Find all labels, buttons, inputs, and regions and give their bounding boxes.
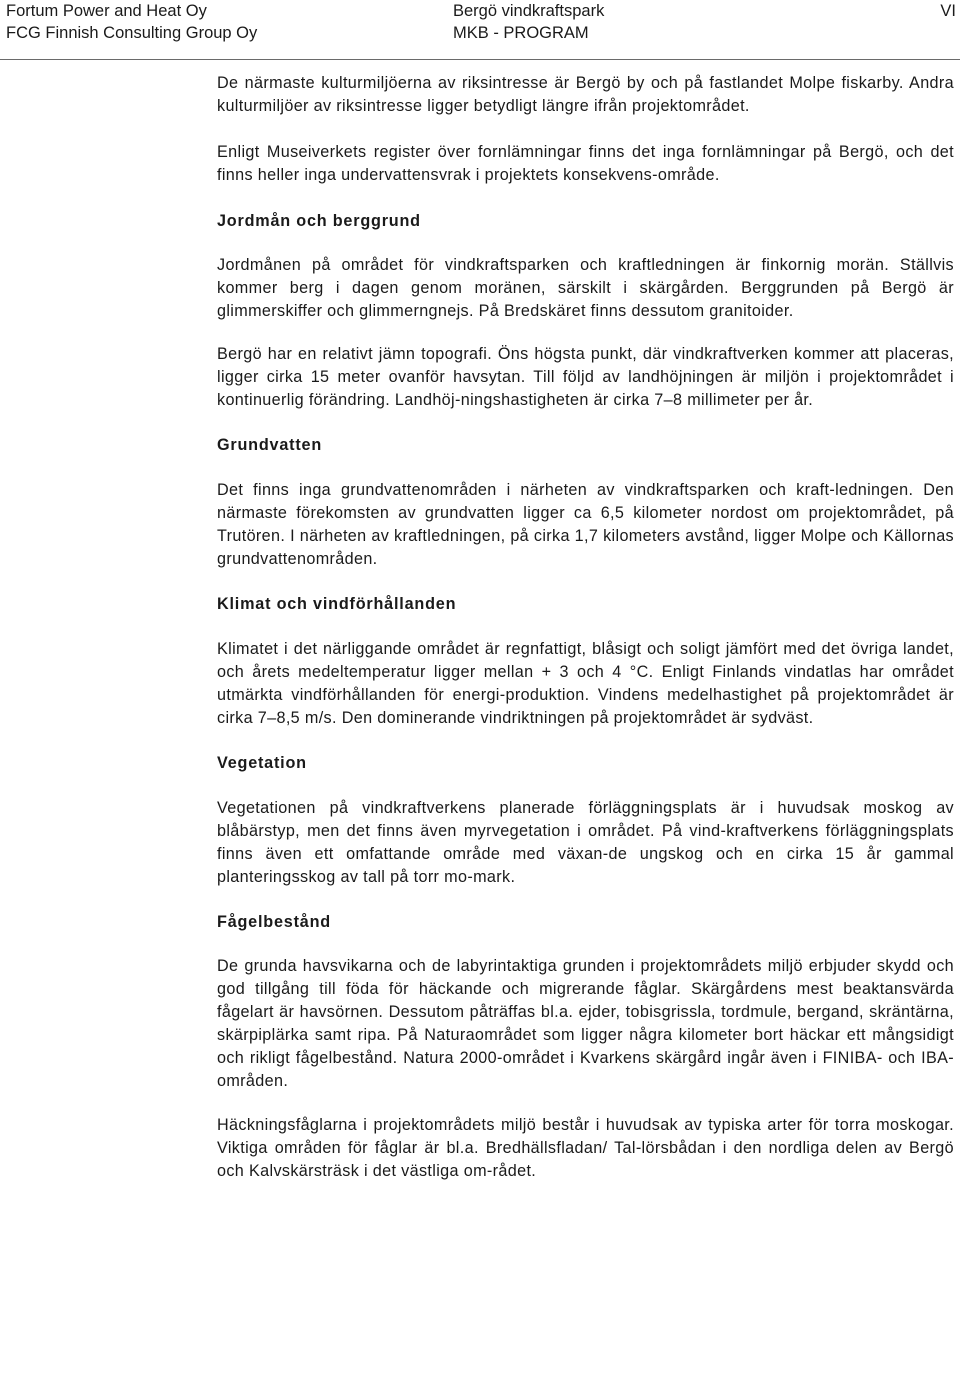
header-company: Fortum Power and Heat Oy bbox=[6, 2, 207, 20]
header-project-name: Bergö vindkraftspark bbox=[453, 2, 605, 20]
heading-klimat: Klimat och vindförhållanden bbox=[217, 595, 457, 613]
page-header bbox=[6, 0, 956, 46]
paragraph-topografi: Bergö har en relativt jämn topografi. Öns högsta punkt, där vindkraftverken kommer att placeras, ligger cirka 15 meter ovanför havsytan. Till följd av landhöjningen är miljön i projektområdet i kontinuerlig förändring. Landhöj-ningshastigheten är cirka 7–8 millimeter per år. bbox=[217, 345, 954, 409]
header-page-number: VI bbox=[940, 2, 956, 20]
heading-jordman-berggrund: Jordmån och berggrund bbox=[217, 212, 421, 230]
heading-fagelbestand: Fågelbestånd bbox=[217, 913, 331, 931]
paragraph-klimat: Klimatet i det närliggande området är regnfattigt, blåsigt och soligt jämfört med det övriga landet, och årets medeltemperatur ligger mellan + 3 och 4 °C. Enligt Finlands vindatlas har området utmärkta vindförhållanden för energi-produktion. Vindens medelhastighet på projektområdet är cirka 7–8,5 m/s. Den dominerande vindriktningen på projektområdet är sydväst. bbox=[217, 640, 954, 727]
header-divider bbox=[0, 59, 960, 60]
paragraph-kulturmiljoer: De närmaste kulturmiljöerna av riksintresse är Bergö by och på fastlandet Molpe fiskarby. Andra kulturmiljöer av riksintresse ligger betydligt längre ifrån projektområdet. bbox=[217, 74, 954, 115]
document-body bbox=[217, 72, 954, 1183]
heading-grundvatten: Grundvatten bbox=[217, 436, 323, 454]
paragraph-hackningsfaglar: Häckningsfåglarna i projektområdets miljö består i huvudsak av typiska arter för torra moskogar. Viktiga områden för fåglar är bl.a. Bredhällsfladan/ Tal-lörsbådan i den nordliga delen av Bergö och Kalvskärsträsk i det västliga om-rådet. bbox=[217, 1116, 954, 1180]
paragraph-fornlamningar: Enligt Museiverkets register över fornlämningar finns det inga fornlämningar på Bergö, och det finns heller inga undervattensvrak i projektets konsekvens-område. bbox=[217, 143, 954, 184]
header-consultant: FCG Finnish Consulting Group Oy bbox=[6, 24, 258, 42]
paragraph-fagelbestand: De grunda havsvikarna och de labyrintaktiga grunden i projektområdets miljö erbjuder skydd och god tillgång till föda för häckande och migrerande fåglar. Skärgårdens mest beaktansvärda fågelart är havsörnen. Dessutom påträffas bl.a. ejder, tobisgrissla, tordmule, bergand, skräntärna, skärpiplärka samt ripa. På Naturaområdet som ligger några kilometer bort häckar ett mångsidigt och rikligt fågelbestånd. Natura 2000-området i Kvarkens skärgård ingår även i FINIBA- och IBA-områden. bbox=[217, 957, 954, 1090]
paragraph-grundvatten: Det finns inga grundvattenområden i närheten av vindkraftsparken och kraft-ledningen. Den närmaste förekomsten av grundvatten ligger ca 6,5 kilometer nordost om projektområdet, på Trutören. I närheten av kraftledningen, på cirka 1,7 kilometers avstånd, ligger Molpe och Källornas grundvattenområden. bbox=[217, 481, 954, 568]
heading-vegetation: Vegetation bbox=[217, 754, 307, 772]
header-document-type: MKB - PROGRAM bbox=[453, 24, 589, 42]
header-organizations bbox=[6, 0, 257, 44]
paragraph-vegetation: Vegetationen på vindkraftverkens planerade förläggningsplats är i huvudsak moskog av blåbärstyp, men det finns även myrvegetation i området. På vind-kraftverkens förläggningsplats finns även ett omfattande område med växan-de ungskog och en cirka 15 år gammal planteringsskog av tall på torr mo-mark. bbox=[217, 799, 954, 886]
header-project bbox=[453, 0, 604, 44]
paragraph-jordman: Jordmånen på området för vindkraftsparken och kraftledningen är finkornig morän. Ställvis kommer berg i dagen genom moränen, särskilt i skärgården. Berggrunden på Bergö är glimmerskiffer och glimmerngnejs. På Bredskäret finns dessutom granitoider. bbox=[217, 256, 954, 320]
